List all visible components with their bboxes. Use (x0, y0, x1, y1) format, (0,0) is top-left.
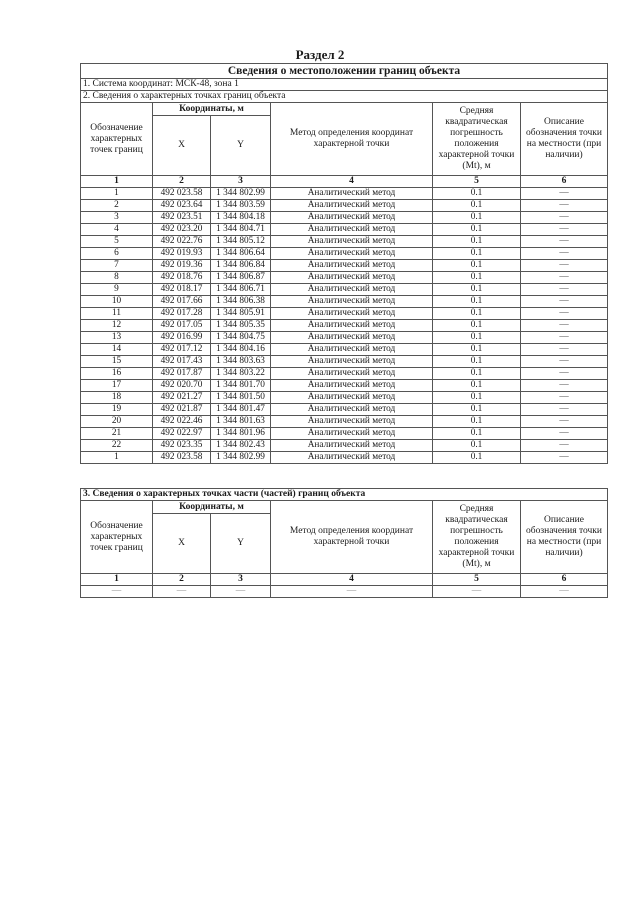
table-row (81, 284, 608, 296)
col-number: 3 (211, 574, 271, 586)
accuracy-cell: 0.1 (433, 344, 521, 356)
header-accuracy: Средняя квадратическая погрешность положения характерной точки (Mt), м (433, 103, 521, 176)
coord-x: 492 019.93 (153, 248, 211, 260)
table-row (81, 236, 608, 248)
coord-y: 1 344 805.12 (211, 236, 271, 248)
method-cell: Аналитический метод (271, 428, 433, 440)
method-cell: Аналитический метод (271, 236, 433, 248)
coord-x: 492 023.51 (153, 212, 211, 224)
description-cell: — (521, 284, 608, 296)
coord-x: 492 017.43 (153, 356, 211, 368)
part-boundary-points-table (80, 488, 608, 598)
header-designation: Обозначение характерных точек границ (81, 501, 153, 574)
header-method: Метод определения координат характерной точки (271, 103, 433, 176)
coord-x: 492 023.64 (153, 200, 211, 212)
col-number: 5 (433, 574, 521, 586)
col-number: 6 (521, 574, 608, 586)
col-number: 2 (153, 574, 211, 586)
point-number: 9 (81, 284, 153, 296)
table-row (81, 356, 608, 368)
accuracy-cell: 0.1 (433, 200, 521, 212)
accuracy-cell: 0.1 (433, 368, 521, 380)
coord-y: 1 344 804.16 (211, 344, 271, 356)
table-row (81, 296, 608, 308)
coord-x: 492 022.97 (153, 428, 211, 440)
description-cell: — (521, 212, 608, 224)
point-number: 22 (81, 440, 153, 452)
point-number: 7 (81, 260, 153, 272)
accuracy-cell: 0.1 (433, 428, 521, 440)
point-number: 6 (81, 248, 153, 260)
description-cell: — (521, 404, 608, 416)
accuracy-cell: 0.1 (433, 308, 521, 320)
coord-x: 492 022.46 (153, 416, 211, 428)
table-title: Сведения о местоположении границ объекта (81, 64, 608, 79)
description-cell: — (521, 392, 608, 404)
table-row (81, 212, 608, 224)
point-number: 11 (81, 308, 153, 320)
method-cell: Аналитический метод (271, 452, 433, 464)
table-row (81, 344, 608, 356)
description-cell: — (521, 344, 608, 356)
accuracy-cell: 0.1 (433, 224, 521, 236)
table-row (81, 368, 608, 380)
description-cell: — (521, 248, 608, 260)
coord-x: 492 023.58 (153, 452, 211, 464)
method-cell: Аналитический метод (271, 284, 433, 296)
header-coordinates: Координаты, м (153, 103, 271, 116)
method-cell: Аналитический метод (271, 332, 433, 344)
coord-y: 1 344 806.38 (211, 296, 271, 308)
header-y: Y (211, 514, 271, 574)
coord-x: 492 020.70 (153, 380, 211, 392)
point-number: 15 (81, 356, 153, 368)
method-cell: Аналитический метод (271, 320, 433, 332)
point-number: 1 (81, 452, 153, 464)
coord-y: 1 344 801.50 (211, 392, 271, 404)
point-number: 20 (81, 416, 153, 428)
header-designation: Обозначение характерных точек границ (81, 103, 153, 176)
coord-y: 1 344 805.91 (211, 308, 271, 320)
coord-x: 492 017.12 (153, 344, 211, 356)
point-number: 10 (81, 296, 153, 308)
point-number: 2 (81, 200, 153, 212)
coord-y: 1 344 803.63 (211, 356, 271, 368)
method-cell: Аналитический метод (271, 200, 433, 212)
coord-y: 1 344 802.99 (211, 188, 271, 200)
accuracy-cell: 0.1 (433, 380, 521, 392)
coord-x: 492 023.58 (153, 188, 211, 200)
method-cell: Аналитический метод (271, 188, 433, 200)
header-accuracy: Средняя квадратическая погрешность положения характерной точки (Mt), м (433, 501, 521, 574)
point-number: 21 (81, 428, 153, 440)
coord-x: 492 018.17 (153, 284, 211, 296)
table-row (81, 404, 608, 416)
table-row (81, 308, 608, 320)
col-number: 4 (271, 176, 433, 188)
empty-cell: — (271, 586, 433, 598)
coord-x: 492 017.66 (153, 296, 211, 308)
table-row (81, 452, 608, 464)
description-cell: — (521, 332, 608, 344)
table-row (81, 188, 608, 200)
accuracy-cell: 0.1 (433, 272, 521, 284)
col-number: 5 (433, 176, 521, 188)
col-number: 6 (521, 176, 608, 188)
header-y: Y (211, 116, 271, 176)
table-row (81, 380, 608, 392)
boundary-points-table (80, 63, 608, 464)
description-cell: — (521, 236, 608, 248)
method-cell: Аналитический метод (271, 416, 433, 428)
description-cell: — (521, 380, 608, 392)
table-row (81, 586, 608, 598)
accuracy-cell: 0.1 (433, 260, 521, 272)
table-row (81, 332, 608, 344)
coord-y: 1 344 806.71 (211, 284, 271, 296)
point-number: 12 (81, 320, 153, 332)
col-number: 1 (81, 574, 153, 586)
method-cell: Аналитический метод (271, 308, 433, 320)
accuracy-cell: 0.1 (433, 320, 521, 332)
coord-y: 1 344 804.18 (211, 212, 271, 224)
table-row (81, 320, 608, 332)
header-description: Описание обозначения точки на местности (при наличии) (521, 501, 608, 574)
col-number: 4 (271, 574, 433, 586)
coord-x: 492 021.87 (153, 404, 211, 416)
part-points-heading: 3. Сведения о характерных точках части (частей) границ объекта (81, 489, 608, 501)
coord-y: 1 344 804.71 (211, 224, 271, 236)
coord-x: 492 023.35 (153, 440, 211, 452)
accuracy-cell: 0.1 (433, 188, 521, 200)
method-cell: Аналитический метод (271, 344, 433, 356)
method-cell: Аналитический метод (271, 296, 433, 308)
description-cell: — (521, 260, 608, 272)
coord-x: 492 021.27 (153, 392, 211, 404)
table-row (81, 440, 608, 452)
accuracy-cell: 0.1 (433, 404, 521, 416)
empty-cell: — (433, 586, 521, 598)
accuracy-cell: 0.1 (433, 440, 521, 452)
coord-y: 1 344 801.47 (211, 404, 271, 416)
col-number: 2 (153, 176, 211, 188)
description-cell: — (521, 188, 608, 200)
accuracy-cell: 0.1 (433, 356, 521, 368)
method-cell: Аналитический метод (271, 404, 433, 416)
header-description: Описание обозначения точки на местности (при наличии) (521, 103, 608, 176)
point-number: 4 (81, 224, 153, 236)
description-cell: — (521, 356, 608, 368)
description-cell: — (521, 224, 608, 236)
description-cell: — (521, 296, 608, 308)
empty-cell: — (81, 586, 153, 598)
empty-cell: — (521, 586, 608, 598)
accuracy-cell: 0.1 (433, 248, 521, 260)
method-cell: Аналитический метод (271, 272, 433, 284)
method-cell: Аналитический метод (271, 368, 433, 380)
description-cell: — (521, 440, 608, 452)
description-cell: — (521, 368, 608, 380)
section-title: Раздел 2 (295, 47, 345, 62)
coord-y: 1 344 803.59 (211, 200, 271, 212)
coord-y: 1 344 802.43 (211, 440, 271, 452)
point-number: 18 (81, 392, 153, 404)
description-cell: — (521, 272, 608, 284)
coord-system-label: 1. Система координат: МСК-48, зона 1 (81, 79, 608, 91)
description-cell: — (521, 308, 608, 320)
method-cell: Аналитический метод (271, 392, 433, 404)
coord-x: 492 017.87 (153, 368, 211, 380)
accuracy-cell: 0.1 (433, 392, 521, 404)
coord-x: 492 019.36 (153, 260, 211, 272)
coord-y: 1 344 801.63 (211, 416, 271, 428)
coord-y: 1 344 801.70 (211, 380, 271, 392)
table-row (81, 260, 608, 272)
coord-x: 492 016.99 (153, 332, 211, 344)
coord-y: 1 344 806.84 (211, 260, 271, 272)
coord-y: 1 344 803.22 (211, 368, 271, 380)
coord-x: 492 017.28 (153, 308, 211, 320)
empty-cell: — (211, 586, 271, 598)
coord-y: 1 344 806.64 (211, 248, 271, 260)
col-number: 1 (81, 176, 153, 188)
point-number: 17 (81, 380, 153, 392)
description-cell: — (521, 452, 608, 464)
method-cell: Аналитический метод (271, 224, 433, 236)
accuracy-cell: 0.1 (433, 332, 521, 344)
table-row (81, 248, 608, 260)
method-cell: Аналитический метод (271, 212, 433, 224)
header-method: Метод определения координат характерной точки (271, 501, 433, 574)
method-cell: Аналитический метод (271, 248, 433, 260)
method-cell: Аналитический метод (271, 440, 433, 452)
coord-x: 492 022.76 (153, 236, 211, 248)
description-cell: — (521, 416, 608, 428)
point-number: 13 (81, 332, 153, 344)
method-cell: Аналитический метод (271, 260, 433, 272)
points-heading: 2. Сведения о характерных точках границ объекта (81, 91, 608, 103)
description-cell: — (521, 200, 608, 212)
accuracy-cell: 0.1 (433, 296, 521, 308)
points-table-body (81, 188, 608, 464)
header-coordinates: Координаты, м (153, 501, 271, 514)
coord-y: 1 344 805.35 (211, 320, 271, 332)
coord-y: 1 344 804.75 (211, 332, 271, 344)
table-row (81, 272, 608, 284)
coord-y: 1 344 806.87 (211, 272, 271, 284)
accuracy-cell: 0.1 (433, 416, 521, 428)
table-row (81, 200, 608, 212)
header-x: X (153, 116, 211, 176)
coord-x: 492 023.20 (153, 224, 211, 236)
point-number: 1 (81, 188, 153, 200)
point-number: 5 (81, 236, 153, 248)
point-number: 8 (81, 272, 153, 284)
empty-cell: — (153, 586, 211, 598)
description-cell: — (521, 320, 608, 332)
header-x: X (153, 514, 211, 574)
coord-x: 492 018.76 (153, 272, 211, 284)
coord-y: 1 344 801.96 (211, 428, 271, 440)
table-row (81, 416, 608, 428)
method-cell: Аналитический метод (271, 356, 433, 368)
coord-y: 1 344 802.99 (211, 452, 271, 464)
point-number: 14 (81, 344, 153, 356)
point-number: 19 (81, 404, 153, 416)
accuracy-cell: 0.1 (433, 284, 521, 296)
point-number: 16 (81, 368, 153, 380)
coord-x: 492 017.05 (153, 320, 211, 332)
description-cell: — (521, 428, 608, 440)
method-cell: Аналитический метод (271, 380, 433, 392)
table-row (81, 392, 608, 404)
accuracy-cell: 0.1 (433, 236, 521, 248)
col-number: 3 (211, 176, 271, 188)
accuracy-cell: 0.1 (433, 452, 521, 464)
table-row (81, 428, 608, 440)
accuracy-cell: 0.1 (433, 212, 521, 224)
point-number: 3 (81, 212, 153, 224)
table-row (81, 224, 608, 236)
